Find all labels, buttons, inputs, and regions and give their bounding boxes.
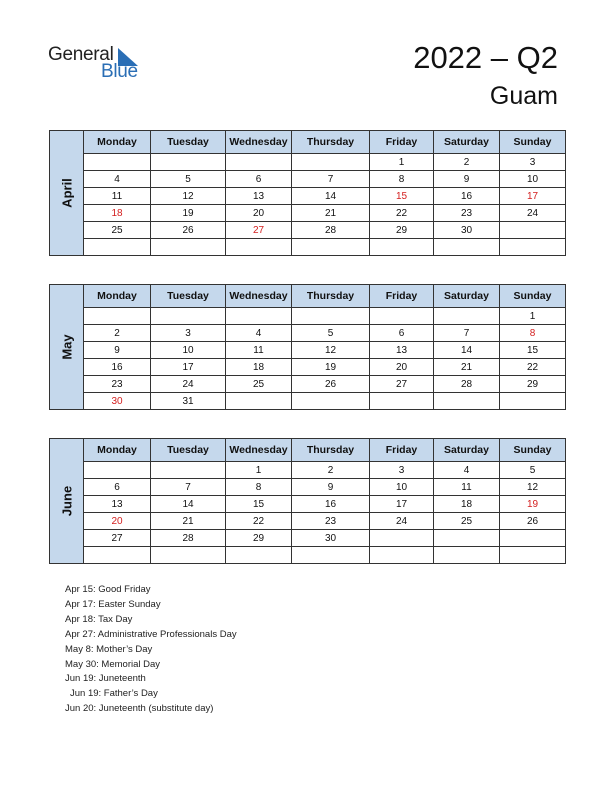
day-cell: 18 xyxy=(226,359,292,376)
day-cell: 24 xyxy=(151,376,226,393)
empty-day-cell xyxy=(84,547,151,564)
day-cell: 20 xyxy=(84,513,151,530)
empty-day-cell xyxy=(370,530,434,547)
day-cell: 10 xyxy=(151,342,226,359)
day-cell: 25 xyxy=(434,513,500,530)
empty-day-cell xyxy=(151,308,226,325)
empty-day-cell xyxy=(434,239,500,256)
day-cell: 22 xyxy=(500,359,566,376)
empty-day-cell xyxy=(292,547,370,564)
holiday-notes xyxy=(65,583,237,717)
empty-day-cell xyxy=(292,393,370,410)
day-cell: 30 xyxy=(292,530,370,547)
empty-day-cell xyxy=(151,462,226,479)
weekday-header: Monday xyxy=(84,439,151,462)
empty-day-cell xyxy=(226,308,292,325)
day-cell: 10 xyxy=(500,171,566,188)
day-cell: 21 xyxy=(292,205,370,222)
day-cell: 29 xyxy=(500,376,566,393)
day-cell: 8 xyxy=(370,171,434,188)
day-cell: 19 xyxy=(151,205,226,222)
weekday-header: Friday xyxy=(370,131,434,154)
day-cell: 15 xyxy=(370,188,434,205)
day-cell: 16 xyxy=(84,359,151,376)
weekday-header: Friday xyxy=(370,285,434,308)
empty-day-cell xyxy=(500,393,566,410)
week-row xyxy=(50,462,566,479)
empty-day-cell xyxy=(292,308,370,325)
day-cell: 29 xyxy=(370,222,434,239)
day-cell: 26 xyxy=(292,376,370,393)
week-row xyxy=(50,359,566,376)
day-cell: 8 xyxy=(226,479,292,496)
month-name: June xyxy=(59,485,74,517)
day-cell: 28 xyxy=(434,376,500,393)
day-cell: 2 xyxy=(292,462,370,479)
empty-day-cell xyxy=(434,308,500,325)
day-cell: 11 xyxy=(84,188,151,205)
holiday-note: May 8: Mother’s Day xyxy=(65,643,153,655)
day-cell: 24 xyxy=(370,513,434,530)
day-cell: 4 xyxy=(434,462,500,479)
day-cell: 27 xyxy=(370,376,434,393)
day-cell: 27 xyxy=(84,530,151,547)
day-cell: 17 xyxy=(370,496,434,513)
empty-day-cell xyxy=(84,154,151,171)
month-name: April xyxy=(59,178,74,208)
month-calendar-may xyxy=(49,284,564,410)
day-cell: 22 xyxy=(370,205,434,222)
day-cell: 30 xyxy=(434,222,500,239)
day-cell: 6 xyxy=(226,171,292,188)
day-cell: 31 xyxy=(151,393,226,410)
week-row xyxy=(50,479,566,496)
day-cell: 15 xyxy=(500,342,566,359)
weekday-header: Friday xyxy=(370,439,434,462)
day-cell: 20 xyxy=(370,359,434,376)
day-cell: 3 xyxy=(500,154,566,171)
month-table xyxy=(49,284,566,410)
empty-day-cell xyxy=(292,154,370,171)
day-cell: 8 xyxy=(500,325,566,342)
day-cell: 12 xyxy=(292,342,370,359)
day-cell: 9 xyxy=(84,342,151,359)
empty-day-cell xyxy=(434,547,500,564)
holiday-note: Apr 15: Good Friday xyxy=(65,584,151,595)
day-cell: 5 xyxy=(151,171,226,188)
empty-day-cell xyxy=(434,393,500,410)
month-calendar-june xyxy=(49,438,564,564)
day-cell: 7 xyxy=(151,479,226,496)
empty-day-cell xyxy=(292,239,370,256)
month-label xyxy=(50,285,84,410)
month-table xyxy=(49,130,566,256)
week-row xyxy=(50,239,566,256)
day-cell: 23 xyxy=(292,513,370,530)
logo-word-blue: Blue xyxy=(101,61,138,82)
page-subtitle: Guam xyxy=(489,82,558,110)
weekday-header: Monday xyxy=(84,285,151,308)
day-cell: 16 xyxy=(292,496,370,513)
day-cell: 10 xyxy=(370,479,434,496)
day-cell: 3 xyxy=(151,325,226,342)
day-cell: 1 xyxy=(500,308,566,325)
day-cell: 20 xyxy=(226,205,292,222)
empty-day-cell xyxy=(84,308,151,325)
brand-logo xyxy=(48,44,158,84)
day-cell: 2 xyxy=(84,325,151,342)
weekday-header: Wednesday xyxy=(226,285,292,308)
empty-day-cell xyxy=(370,239,434,256)
empty-day-cell xyxy=(500,530,566,547)
day-cell: 9 xyxy=(434,171,500,188)
week-row xyxy=(50,530,566,547)
day-cell: 26 xyxy=(500,513,566,530)
week-row xyxy=(50,222,566,239)
empty-day-cell xyxy=(151,239,226,256)
weekday-header: Wednesday xyxy=(226,131,292,154)
day-cell: 23 xyxy=(434,205,500,222)
day-cell: 30 xyxy=(84,393,151,410)
week-row xyxy=(50,308,566,325)
day-cell: 15 xyxy=(226,496,292,513)
day-cell: 21 xyxy=(434,359,500,376)
week-row xyxy=(50,376,566,393)
month-label xyxy=(50,439,84,564)
day-cell: 25 xyxy=(84,222,151,239)
empty-day-cell xyxy=(226,154,292,171)
day-cell: 12 xyxy=(500,479,566,496)
day-cell: 13 xyxy=(84,496,151,513)
day-cell: 12 xyxy=(151,188,226,205)
empty-day-cell xyxy=(370,547,434,564)
day-cell: 14 xyxy=(434,342,500,359)
day-cell: 19 xyxy=(292,359,370,376)
empty-day-cell xyxy=(151,547,226,564)
day-cell: 13 xyxy=(226,188,292,205)
weekday-header: Sunday xyxy=(500,131,566,154)
day-cell: 27 xyxy=(226,222,292,239)
holiday-note: Apr 27: Administrative Professionals Day xyxy=(65,628,237,640)
week-row xyxy=(50,393,566,410)
holiday-note: Jun 19: Juneteenth xyxy=(65,673,146,685)
week-row xyxy=(50,513,566,530)
day-cell: 5 xyxy=(292,325,370,342)
month-calendar-april xyxy=(49,130,564,256)
day-cell: 5 xyxy=(500,462,566,479)
logo-word-general: General xyxy=(48,44,114,65)
week-row xyxy=(50,188,566,205)
week-row xyxy=(50,496,566,513)
day-cell: 18 xyxy=(84,205,151,222)
day-cell: 1 xyxy=(226,462,292,479)
day-cell: 7 xyxy=(434,325,500,342)
day-cell: 24 xyxy=(500,205,566,222)
empty-day-cell xyxy=(84,239,151,256)
day-cell: 3 xyxy=(370,462,434,479)
weekday-header: Tuesday xyxy=(151,131,226,154)
weekday-header: Thursday xyxy=(292,439,370,462)
empty-day-cell xyxy=(226,239,292,256)
day-cell: 18 xyxy=(434,496,500,513)
day-cell: 2 xyxy=(434,154,500,171)
day-cell: 4 xyxy=(84,171,151,188)
day-cell: 4 xyxy=(226,325,292,342)
week-row xyxy=(50,205,566,222)
day-cell: 11 xyxy=(434,479,500,496)
holiday-note: Jun 20: Juneteenth (substitute day) xyxy=(65,703,214,715)
day-cell: 14 xyxy=(292,188,370,205)
week-row xyxy=(50,547,566,564)
week-row xyxy=(50,342,566,359)
weekday-header: Saturday xyxy=(434,131,500,154)
week-row xyxy=(50,171,566,188)
holiday-note: Apr 18: Tax Day xyxy=(65,613,133,625)
day-cell: 9 xyxy=(292,479,370,496)
day-cell: 17 xyxy=(500,188,566,205)
day-cell: 25 xyxy=(226,376,292,393)
day-cell: 22 xyxy=(226,513,292,530)
page-title: 2022 – Q2 xyxy=(413,40,558,75)
empty-day-cell xyxy=(500,222,566,239)
day-cell: 29 xyxy=(226,530,292,547)
empty-day-cell xyxy=(226,547,292,564)
empty-day-cell xyxy=(500,547,566,564)
day-cell: 14 xyxy=(151,496,226,513)
weekday-header: Thursday xyxy=(292,285,370,308)
weekday-header: Sunday xyxy=(500,439,566,462)
empty-day-cell xyxy=(151,154,226,171)
day-cell: 28 xyxy=(292,222,370,239)
holiday-note: Apr 17: Easter Sunday xyxy=(65,598,161,610)
weekday-header: Thursday xyxy=(292,131,370,154)
month-name: May xyxy=(59,334,74,360)
day-cell: 13 xyxy=(370,342,434,359)
empty-day-cell xyxy=(370,393,434,410)
month-table xyxy=(49,438,566,564)
weekday-header: Saturday xyxy=(434,285,500,308)
day-cell: 6 xyxy=(84,479,151,496)
week-row xyxy=(50,325,566,342)
day-cell: 11 xyxy=(226,342,292,359)
weekday-header: Wednesday xyxy=(226,439,292,462)
day-cell: 23 xyxy=(84,376,151,393)
weekday-header: Tuesday xyxy=(151,439,226,462)
day-cell: 26 xyxy=(151,222,226,239)
week-row xyxy=(50,154,566,171)
holiday-note: May 30: Memorial Day xyxy=(65,658,161,670)
day-cell: 28 xyxy=(151,530,226,547)
holiday-note: Jun 19: Father’s Day xyxy=(70,688,158,700)
weekday-header: Sunday xyxy=(500,285,566,308)
empty-day-cell xyxy=(226,393,292,410)
empty-day-cell xyxy=(434,530,500,547)
day-cell: 16 xyxy=(434,188,500,205)
weekday-header: Monday xyxy=(84,131,151,154)
day-cell: 19 xyxy=(500,496,566,513)
empty-day-cell xyxy=(370,308,434,325)
day-cell: 7 xyxy=(292,171,370,188)
empty-day-cell xyxy=(500,239,566,256)
day-cell: 17 xyxy=(151,359,226,376)
day-cell: 6 xyxy=(370,325,434,342)
empty-day-cell xyxy=(84,462,151,479)
month-label xyxy=(50,131,84,256)
weekday-header: Tuesday xyxy=(151,285,226,308)
day-cell: 1 xyxy=(370,154,434,171)
day-cell: 21 xyxy=(151,513,226,530)
weekday-header: Saturday xyxy=(434,439,500,462)
